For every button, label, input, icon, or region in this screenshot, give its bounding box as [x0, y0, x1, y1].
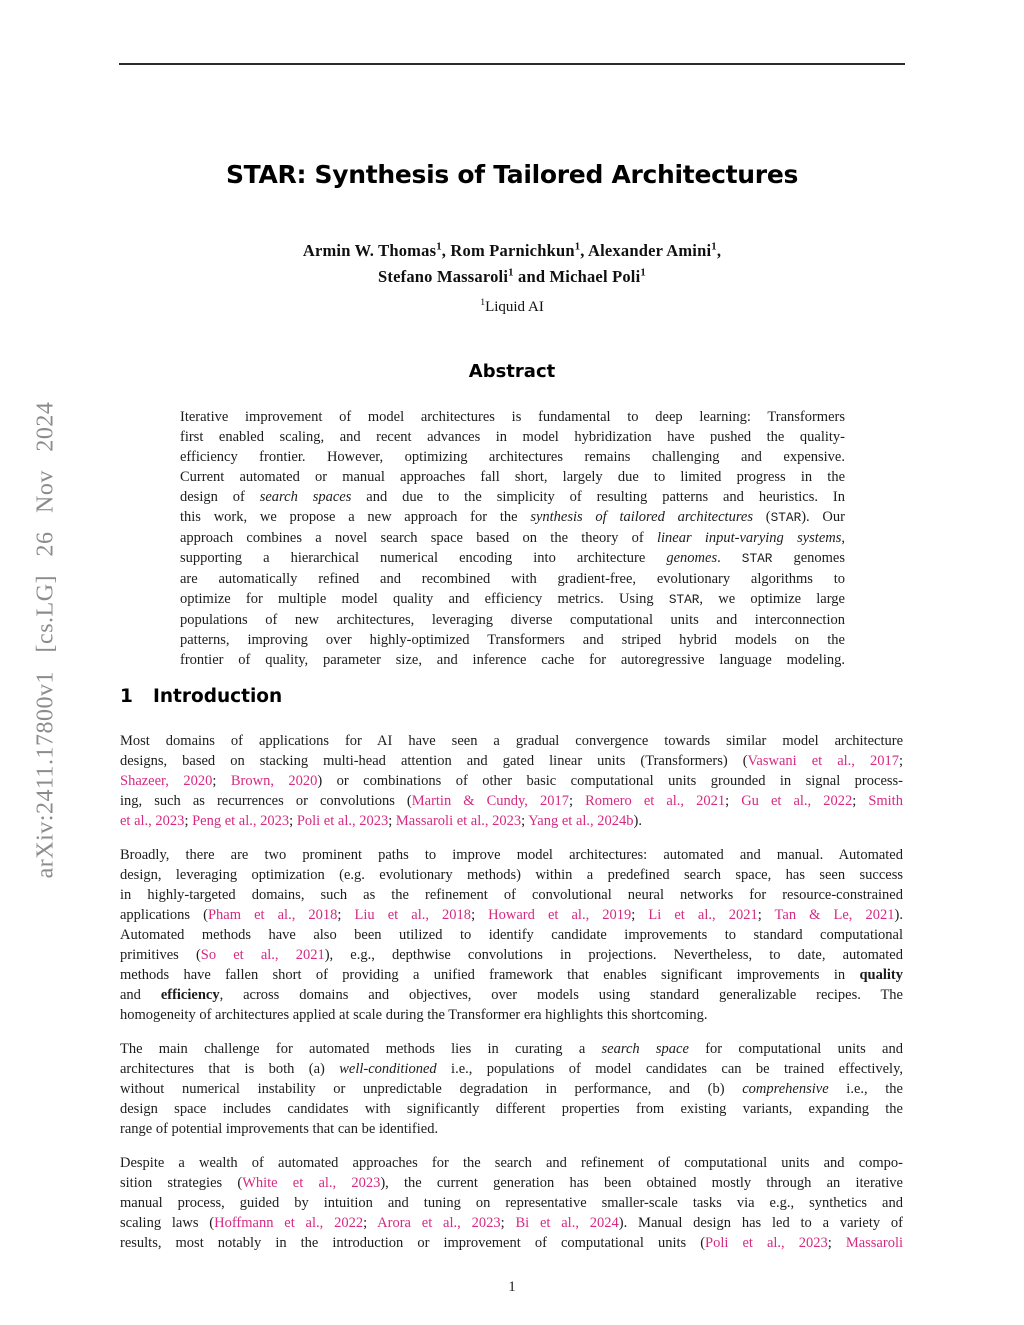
citation-link[interactable]: Peng et al., 2023 — [192, 813, 290, 829]
text-line — [120, 1153, 903, 1173]
text-line — [120, 945, 903, 965]
text-line — [120, 1079, 903, 1099]
text-segment: , Rom Parnichkun — [441, 241, 575, 260]
inline-code: STAR — [668, 592, 700, 607]
citation-link[interactable]: Howard et al., 2019 — [488, 907, 632, 923]
text-line — [120, 1119, 903, 1139]
text-line — [180, 528, 845, 548]
text-segment: , — [841, 530, 845, 546]
citation-link[interactable]: Li et al., 2021 — [648, 907, 758, 923]
text-segment: Current automated or manual approaches fall short, largely due to limited progress in the — [180, 469, 845, 485]
text-segment: design space includes candidates with significantly different properties from existing variants, expanding the — [120, 1101, 903, 1117]
text-segment: for computational units and — [688, 1041, 903, 1057]
inline-code: STAR — [770, 510, 802, 525]
text-segment: ; — [337, 907, 355, 923]
citation-link[interactable]: Arora et al., 2023 — [377, 1215, 501, 1231]
text-segment: Stefano Massaroli — [378, 267, 509, 286]
text-segment: in highly-targeted domains, such as the refinement of convolutional neural networks for resource-constrained — [120, 887, 903, 903]
text-line — [120, 731, 903, 751]
text-segment: ; — [289, 813, 297, 829]
section-number: 1 — [120, 686, 133, 707]
text-segment: without numerical instability or unpredictable degradation in performance, and (b) — [120, 1081, 743, 1097]
text-segment: ), the current generation has been obtained mostly through an iterative — [380, 1175, 903, 1191]
abstract-heading: Abstract — [468, 361, 556, 382]
text-segment: ; — [757, 907, 775, 923]
section-title: Introduction — [153, 686, 283, 707]
text-segment: design of — [180, 489, 260, 505]
text-segment: ), e.g., depthwise convolutions in projections. Nevertheless, to date, automated — [324, 947, 903, 963]
text-line — [120, 1193, 903, 1213]
text-segment: ; — [521, 813, 529, 829]
text-segment: manual process, guided by intuition and tuning on representative smaller-scale tasks via e.g., synthetics and — [120, 1195, 903, 1211]
text-segment: ; — [184, 813, 193, 829]
text-segment: search space — [601, 1041, 689, 1057]
text-segment: range of potential improvements that can be identified. — [120, 1121, 439, 1137]
superscript: 1 — [480, 297, 486, 308]
citation-link[interactable]: White et al., 2023 — [242, 1175, 381, 1191]
text-segment: ; — [725, 793, 742, 809]
text-segment: architectures that is both (a) — [120, 1061, 340, 1077]
citation-link[interactable]: Poli et al., 2023 — [705, 1235, 828, 1251]
text-segment: scaling laws ( — [120, 1215, 215, 1231]
text-line — [120, 965, 903, 985]
paper-title: STAR: Synthesis of Tailored Architectures — [225, 160, 799, 189]
text-segment: , across domains and objectives, over models using standard generalizable recipes. The — [219, 987, 903, 1003]
text-line — [180, 467, 845, 487]
citation-link[interactable]: Yang et al., 2024b — [528, 813, 634, 829]
text-segment: first enabled scaling, and recent advances in model hybridization have pushed the quality- — [180, 429, 845, 445]
section-heading-introduction — [120, 686, 282, 707]
paragraph — [120, 1039, 903, 1139]
text-segment: Armin W. Thomas — [302, 241, 437, 260]
text-segment: ). Manual design has led to a variety of — [618, 1215, 904, 1231]
text-segment: search spaces — [259, 489, 352, 505]
superscript: 1 — [436, 240, 442, 253]
text-line — [120, 1005, 903, 1025]
citation-link[interactable]: So et al., 2021 — [200, 947, 325, 963]
text-line — [180, 630, 845, 650]
text-line — [120, 1173, 903, 1193]
text-segment: ; — [898, 753, 903, 769]
text-segment: synthesis of tailored architectures — [530, 509, 754, 525]
text-segment: ing, such as recurrences or convolutions ( — [120, 793, 412, 809]
text-segment: this work, we propose a new approach for the — [180, 509, 531, 525]
text-line — [180, 569, 845, 589]
text-segment: patterns, improving over highly-optimized Transformers and striped hybrid models on the — [180, 632, 845, 648]
citation-link[interactable]: Massaroli et al., 2023 — [395, 813, 522, 829]
text-segment: linear input-varying systems — [656, 530, 842, 546]
text-segment: efficiency — [160, 987, 220, 1003]
affiliation — [0, 299, 1024, 316]
citation-link[interactable]: Shazeer, 2020 — [120, 773, 213, 789]
author-block — [0, 238, 1024, 290]
superscript: 1 — [711, 240, 717, 253]
citation-link[interactable]: Smith — [868, 793, 903, 809]
text-segment: i.e., populations of model candidates can be trained effectively, — [436, 1061, 903, 1077]
text-segment: quality — [859, 967, 903, 983]
text-segment: genomes — [666, 550, 718, 566]
citation-link[interactable]: Pham et al., 2018 — [207, 907, 338, 923]
text-segment: Automated methods have also been utilized to identify candidate improvements to standard computational — [120, 927, 903, 943]
text-segment: ). Our — [801, 509, 845, 525]
text-segment: Despite a wealth of automated approaches for the search and refinement of computational units and compo- — [120, 1155, 903, 1171]
citation-link[interactable]: Liu et al., 2018 — [354, 907, 472, 923]
text-line — [120, 865, 903, 885]
top-rule — [119, 63, 905, 65]
text-segment: ; — [852, 793, 869, 809]
citation-link[interactable]: Massaroli — [845, 1235, 903, 1251]
text-segment: design, leveraging optimization (e.g. evolutionary methods) within a predefined search space, has seen success — [120, 867, 903, 883]
text-segment: ; — [631, 907, 649, 923]
paragraph — [120, 1153, 903, 1253]
text-segment: and due to the simplicity of resulting patterns and heuristics. In — [351, 489, 845, 505]
text-segment: sition strategies ( — [120, 1175, 243, 1191]
text-segment: ; — [568, 793, 586, 809]
text-segment: approach combines a novel search space based on the theory of — [180, 530, 657, 546]
text-line — [180, 487, 845, 507]
text-line — [120, 1213, 903, 1233]
text-segment: genomes — [772, 550, 846, 566]
text-segment: methods have fallen short of providing a unified framework that enables significant improvements in — [120, 967, 860, 983]
text-line — [120, 1233, 903, 1253]
text-segment: ; — [827, 1235, 846, 1251]
text-segment: ( — [753, 509, 771, 525]
text-segment: frontier of quality, parameter size, and inference cache for autoregressive language modeling. — [180, 652, 845, 668]
text-line — [120, 771, 903, 791]
citation-link[interactable]: Tan & Le, 2021 — [774, 907, 895, 923]
text-line — [120, 791, 903, 811]
paragraph — [120, 731, 903, 831]
text-line — [120, 925, 903, 945]
text-segment: comprehensive — [742, 1081, 829, 1097]
text-line — [180, 589, 845, 610]
text-segment: efficiency frontier. However, optimizing architectures remains challenging and expensive. — [180, 449, 845, 465]
citation-link[interactable]: Vaswani et al., 2017 — [747, 753, 899, 769]
citation-link[interactable]: Hoffmann et al., 2022 — [214, 1215, 364, 1231]
text-segment: , — [716, 241, 722, 260]
text-line — [120, 885, 903, 905]
text-segment: Iterative improvement of model architectures is fundamental to deep learning: Transformers — [180, 409, 845, 425]
text-segment: populations of new architectures, leveraging diverse computational units and interconnection — [180, 612, 845, 628]
text-segment: supporting a hierarchical numerical encoding into architecture — [180, 550, 667, 566]
text-segment: , Alexander Amini — [580, 241, 712, 260]
text-line — [120, 811, 903, 831]
citation-link[interactable]: Poli et al., 2023 — [296, 813, 389, 829]
text-line — [120, 751, 903, 771]
text-segment: Most domains of applications for AI have seen a gradual convergence towards similar model architecture — [120, 733, 903, 749]
paragraph — [120, 845, 903, 1025]
text-segment: and — [120, 987, 161, 1003]
text-segment: ) or combinations of other basic computational units grounded in signal process- — [317, 773, 903, 789]
text-segment: are automatically refined and recombined with gradient-free, evolutionary algorithms to — [180, 571, 845, 587]
text-segment: ). — [894, 907, 903, 923]
text-segment: applications ( — [120, 907, 208, 923]
text-segment: ; — [500, 1215, 516, 1231]
text-line — [120, 1099, 903, 1119]
text-segment: optimize for multiple model quality and efficiency metrics. Using — [180, 591, 669, 607]
text-segment: . — [717, 550, 742, 566]
text-line — [180, 650, 845, 670]
text-line — [120, 1039, 903, 1059]
text-segment: ; — [388, 813, 396, 829]
abstract-body — [180, 407, 845, 670]
text-segment: ; — [363, 1215, 378, 1231]
text-line — [180, 427, 845, 447]
superscript: 1 — [640, 266, 646, 279]
text-segment: ; — [471, 907, 489, 923]
text-segment: The main challenge for automated methods lies in curating a — [120, 1041, 602, 1057]
text-segment: i.e., the — [828, 1081, 903, 1097]
text-segment: primitives ( — [120, 947, 201, 963]
text-segment: and Michael Poli — [513, 267, 641, 286]
citation-link[interactable]: Brown, 2020 — [230, 773, 318, 789]
citation-link[interactable]: Romero et al., 2021 — [585, 793, 726, 809]
arxiv-watermark: arXiv:2411.17800v1 [cs.LG] 26 Nov 2024 — [32, 401, 59, 879]
citation-link[interactable]: et al., 2023 — [120, 813, 185, 829]
text-segment: homogeneity of architectures applied at scale during the Transformer era highlights this shortcoming. — [120, 1007, 708, 1023]
text-line — [180, 507, 845, 528]
text-segment: , we optimize large — [699, 591, 845, 607]
text-segment: results, most notably in the introduction or improvement of computational units ( — [120, 1235, 706, 1251]
text-segment: Broadly, there are two prominent paths to improve model architectures: automated and manual. Automated — [120, 847, 903, 863]
text-line — [180, 548, 845, 569]
introduction-text — [120, 731, 903, 1267]
inline-code: STAR — [741, 551, 773, 566]
text-segment: ; — [212, 773, 231, 789]
author-line-1 — [0, 238, 1024, 264]
author-line-2 — [0, 264, 1024, 290]
superscript: 1 — [574, 240, 581, 253]
citation-link[interactable]: Bi et al., 2024 — [515, 1215, 619, 1231]
page-number: 1 — [508, 1279, 516, 1295]
text-line — [180, 447, 845, 467]
text-line — [120, 985, 903, 1005]
text-segment: well-conditioned — [339, 1061, 437, 1077]
text-line — [120, 905, 903, 925]
text-segment: ). — [633, 813, 643, 829]
text-segment: Liquid AI — [485, 299, 544, 315]
text-line — [180, 610, 845, 630]
text-line — [180, 407, 845, 427]
text-line — [120, 1059, 903, 1079]
text-segment: designs, based on stacking multi-head attention and gated linear units (Transformers) ( — [120, 753, 748, 769]
citation-link[interactable]: Gu et al., 2022 — [741, 793, 853, 809]
superscript: 1 — [508, 266, 514, 279]
text-line — [120, 845, 903, 865]
citation-link[interactable]: Martin & Cundy, 2017 — [411, 793, 569, 809]
